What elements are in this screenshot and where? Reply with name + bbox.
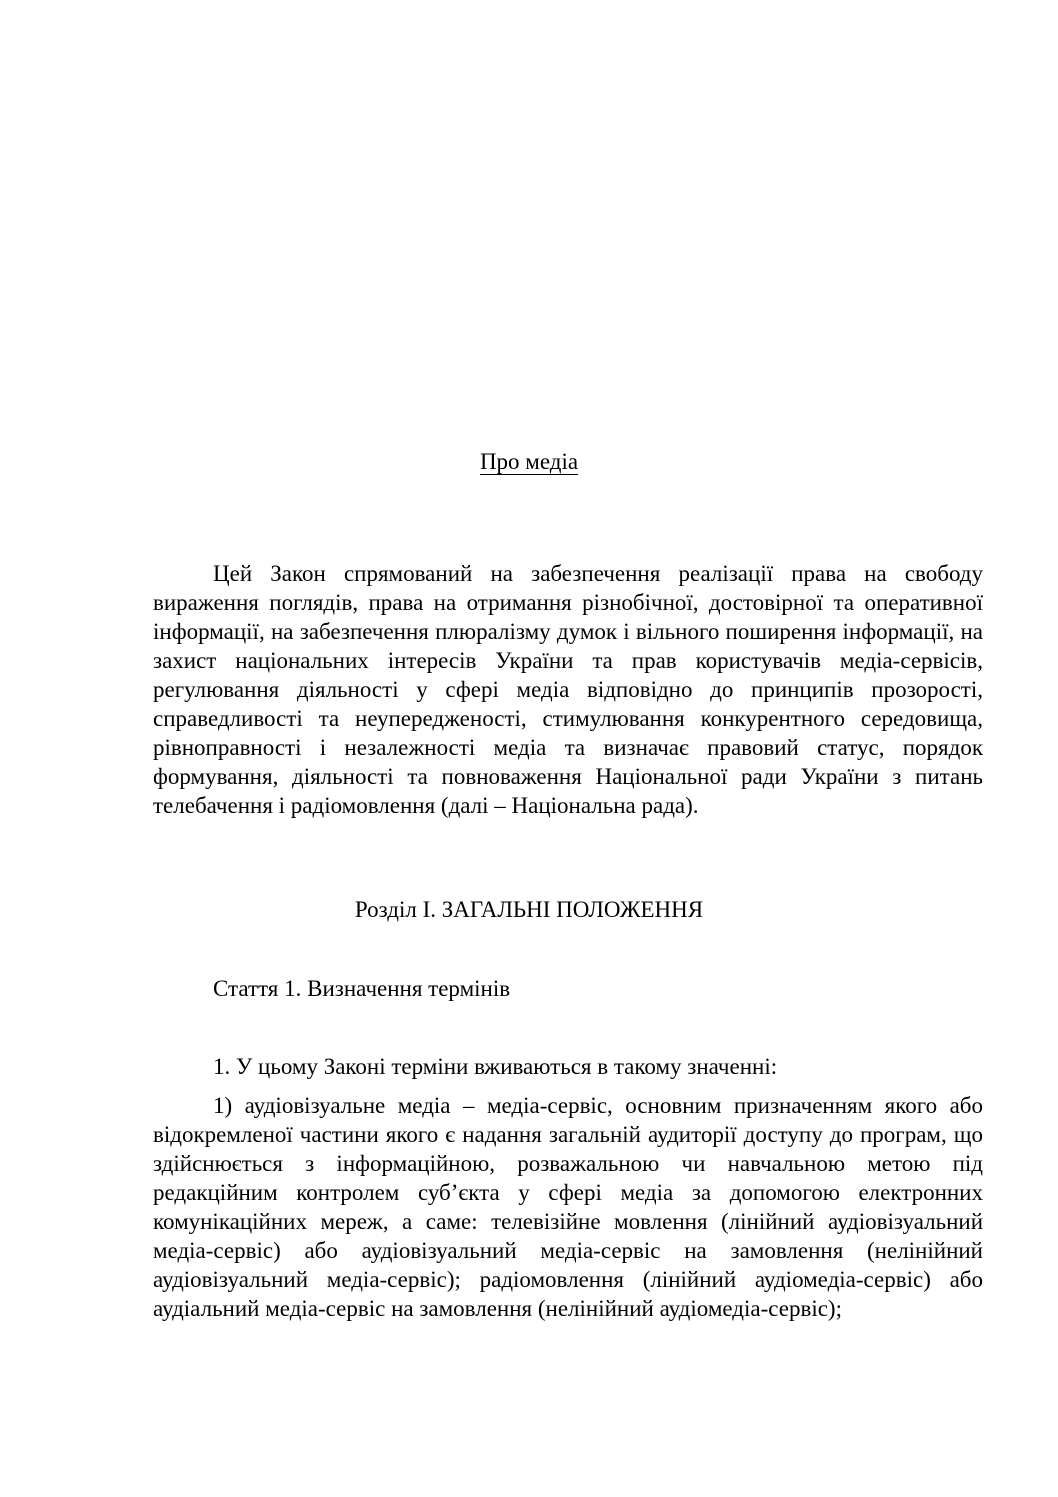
definition-1-paragraph: 1) аудіовізуальне медіа – медіа-сервіс, основним призначенням якого або відокремленої частини якого є надання загальній аудиторії доступу до програм, що здійснюється з інформаційною, розважальною чи навчальною метою під редакційним контролем суб’єкта у сфері медіа за допомогою електронних комунікаційних мереж, а саме: телевізійне мовлення (лінійний аудіовізуальний медіа-сервіс) або аудіовізуальний медіа-сервіс на замовлення (нелінійний аудіовізуальний медіа-сервіс); радіомовлення (лінійний аудіомедіа-сервіс) або аудіальний медіа-сервіс на замовлення (нелінійний аудіомедіа-сервіс); xyxy=(153,1093,983,1321)
section-heading: Розділ І. ЗАГАЛЬНІ ПОЛОЖЕННЯ xyxy=(354,897,704,922)
article-heading: Стаття 1. Визначення термінів xyxy=(213,976,511,1001)
preamble-paragraph: Цей Закон спрямований на забезпечення реалізації права на свободу вираження поглядів, права на отримання різнобічної, достовірної та оперативної інформації, на забезпечення плюралізму думок і вільного поширення інформації, на захист національних інтересів України та прав користувачів медіа-сервісів, регулювання діяльності у сфері медіа відповідно до принципів прозорості, справедливості та неупередженості, стимулювання конкурентного середовища, рівноправності і незалежності медіа та визначає правовий статус, порядок формування, діяльності та повноваження Національної ради України з питань телебачення і радіомовлення (далі – Національна рада). xyxy=(153,561,983,818)
document-title-text: Про медіа xyxy=(479,449,579,474)
article-point-1: 1. У цьому Законі терміни вживаються в такому значенні: xyxy=(213,1054,778,1079)
document-title xyxy=(0,447,1058,477)
